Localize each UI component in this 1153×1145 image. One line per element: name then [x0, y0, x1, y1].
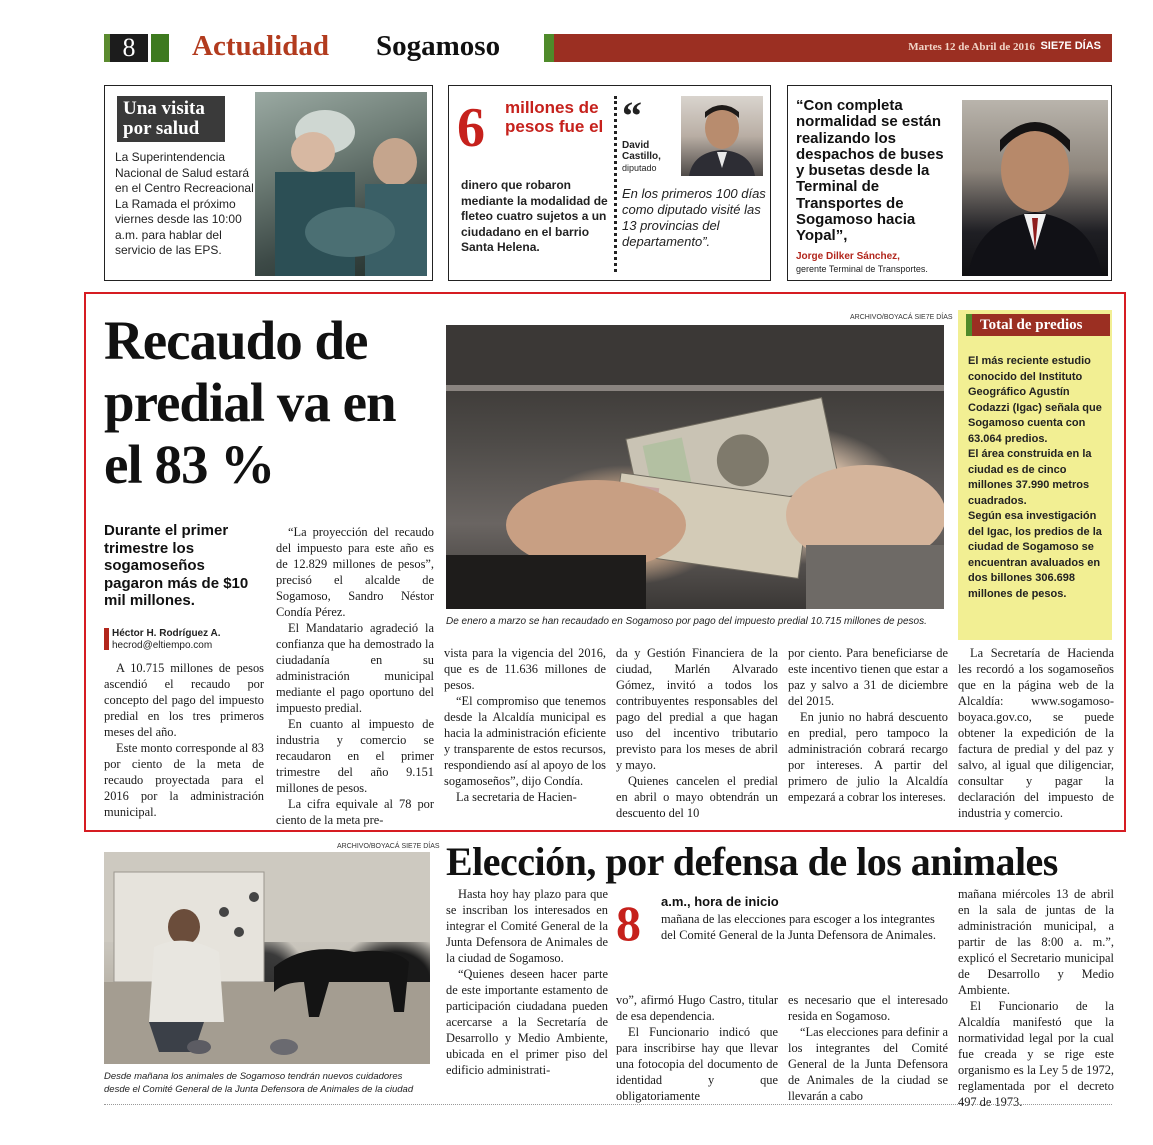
author-name: Héctor H. Rodríguez A.	[112, 628, 221, 639]
paragraph: “El compromiso que tenemos desde la Alcaldía municipal es hacia la administración eficiente y transparente de estos recursos, respondiendo así al apoyo de los sogamoseños”, dijo Condía.	[444, 694, 606, 788]
brief-headline: millones de pesos fue el	[505, 98, 604, 136]
sidebar-paragraph: Según esa investigación del Igac, los predios de la ciudad de Sogamoso se encuentran avaluados en dos billones 306.698 millones de pesos.	[968, 510, 1102, 600]
sidebar-title: Total de predios	[966, 314, 1110, 336]
header-brand: SIE7E DÍAS	[1040, 40, 1101, 52]
article-column-1	[446, 886, 608, 1078]
paragraph: vista para la vigencia del 2016, que es de 11.636 millones de pesos.	[444, 646, 606, 692]
sidebar-text	[968, 354, 1104, 602]
person-name: David Castillo,	[622, 140, 661, 162]
paragraph: La Secretaría de Hacienda les recordó a los sogamoseños que en la página web de la Alcaldía: www.sogamoso-boyaca.gov.co, se puede obtener la expedición de la factura de predial y del paz y salvo, al igual que diligenciar, consultar y pagar la declaración del impuesto de industria y comercio.	[958, 646, 1114, 820]
portrait-photo	[681, 96, 763, 176]
brief-box-terminal	[787, 85, 1112, 281]
dotted-divider	[614, 96, 617, 272]
paragraph: “Las elecciones para definir a los integrantes del Comité General de la Junta Defensora de Animales de la ciudad se llevarán a cabo	[788, 1025, 948, 1103]
author-email: hecrod@eltiempo.com	[112, 640, 213, 651]
highlight-number: 8	[616, 895, 641, 951]
person-role: gerente Terminal de Transportes.	[796, 264, 928, 274]
portrait-photo	[962, 100, 1108, 276]
author-marker	[104, 628, 109, 650]
sidebar-paragraph: El más reciente estudio conocido del Instituto Geográfico Agustín Codazzi (Igac) señala que Sogamoso cuenta con 63.064 predios.	[968, 355, 1102, 445]
brief-text: dinero que robaron mediante la modalidad de fleteo cuatro sujetos a un ciudadano en el barrio Santa Helena.	[461, 178, 608, 254]
article-column-4	[958, 886, 1114, 1110]
paragraph: El Funcionario indicó que para inscribirse hay que llevar una fotocopia del documento de identidad y que obligatoriamente	[616, 1025, 778, 1103]
photo-caption: Desde mañana los animales de Sogamoso tendrán nuevos cuidadores desde el Comité General de la Junta Defensora de Animales de la ciudad	[104, 1071, 414, 1095]
section-marker	[151, 34, 169, 62]
money-handover-photo	[446, 325, 944, 609]
section-subtitle: Sogamoso	[376, 30, 501, 62]
section-title: Actualidad	[192, 30, 329, 62]
paragraph: mañana miércoles 13 de abril en la sala de juntas de la administración municipal, a partir de las 8:00 a. m.”, explicó el Secretario municipal de Desarrollo y Medio Ambiente.	[958, 887, 1114, 997]
footer-divider	[104, 1104, 1112, 1105]
paragraph: Quienes cancelen el predial en abril o mayo obtendrán un descuento del 10	[616, 774, 778, 820]
brief-box-robbery	[448, 85, 771, 281]
paragraph: por ciento. Para beneficiarse de este incentivo tienen que estar a paz y salvo a 31 de diciembre del 2015.	[788, 646, 948, 708]
article-column-2	[616, 992, 778, 1104]
sidebar-paragraph: El área construida en la ciudad es de cinco millones 37.990 metros cuadrados.	[968, 448, 1092, 507]
quote-text: En los primeros 100 días como diputado visité las 13 provincias del departamento”.	[622, 186, 766, 249]
header-date: Martes 12 de Abril de 2016	[908, 41, 1035, 53]
article-column-2	[276, 524, 434, 828]
paragraph: El Funcionario de la Alcaldía manifestó que la normatividad legal por la cual fue creada y se rige este organismo es la Ley 5 de 1972, reglamentada por el decreto 497 de 1973.	[958, 999, 1114, 1109]
paragraph: es necesario que el interesado resida en Sogamoso.	[788, 993, 948, 1023]
person-role: diputado	[622, 163, 657, 173]
paragraph: La secretaria de Hacien-	[456, 790, 577, 804]
brief-title: Una visita por salud	[117, 96, 225, 142]
paragraph: En junio no habrá descuento en predial, pero tampoco la administración cobrará recargo por intereses. A partir del primero de julio la Alcaldía empezará a cobrar los intereses.	[788, 710, 948, 804]
paragraph: Este monto corresponde al 83 por ciento de la meta de recaudo proyectada para el 2016 por la administración municipal.	[104, 741, 264, 819]
paragraph: A 10.715 millones de pesos ascendió el recaudo por concepto del pago del impuesto predial en los tres primeros meses del año.	[104, 661, 264, 739]
brief-text: La Superintendencia Nacional de Salud estará en el Centro Recreacional La Ramada el próximo viernes desde las 10:00 a.m. para hablar del servicio de las EPS.	[115, 150, 254, 257]
article-deck: Durante el primer trimestre los sogamoseños pagaron más de $10 mil millones.	[104, 522, 249, 609]
paragraph: da y Gestión Financiera de la ciudad, Marlén Alvarado Gómez, invitó a todos los contribuyentes responsables del pago del predial a que hagan uso del incentivo tributario previsto para los meses de abril y mayo.	[616, 646, 778, 772]
quote-mark-icon: “	[622, 93, 642, 138]
person-name: Jorge Dilker Sánchez,	[796, 251, 900, 262]
paragraph: La cifra equivale al 78 por ciento de la meta pre-	[276, 797, 434, 827]
photo-credit: ARCHIVO/BOYACÁ SIE7E DÍAS	[337, 843, 440, 850]
article-column-6	[958, 645, 1114, 821]
article-headline: Elección, por defensa de los animales	[446, 839, 1058, 884]
page-number: 8	[104, 34, 148, 62]
paragraph: vo”, afirmó Hugo Castro, titular de esa dependencia.	[616, 993, 778, 1023]
article-column-1	[104, 660, 264, 820]
medical-staff-photo	[255, 92, 427, 276]
quote-text: “Con completa normalidad se están realizando los despachos de buses y busetas desde la Terminal de Transportes de Sogamoso hacia Yopal”,	[796, 97, 944, 245]
article-column-4	[616, 645, 778, 821]
highlight-title: a.m., hora de inicio	[661, 894, 779, 909]
paragraph: “Quienes deseen hacer parte de este importante estamento de participación ciudadana pueden acercarse a la Secretaría de Desarrollo y Medio Ambiente, ubicada en el primer piso del edificio administrati-	[446, 967, 608, 1077]
paragraph: “La proyección del recaudo del impuesto para este año es de 12.829 millones de pesos”, precisó el alcalde de Sogamoso, Sandro Néstor Condía Pérez.	[276, 525, 434, 619]
article-headline: Recaudo de predial va en el 83 %	[104, 310, 396, 495]
article-column-3	[444, 645, 606, 805]
dog-feeding-photo	[104, 852, 430, 1064]
article-column-3	[788, 992, 948, 1104]
article-column-5	[788, 645, 948, 805]
paragraph: En cuanto al impuesto de industria y comercio se recaudaron en el primer trimestre del año 9.151 millones de pesos.	[276, 717, 434, 795]
paragraph: Hasta hoy hay plazo para que se inscriban los interesados en integrar el Comité General de la Junta Defensora de Animales de la ciudad de Sogamoso.	[446, 887, 608, 965]
big-number: 6	[457, 97, 485, 159]
photo-credit: ARCHIVO/BOYACÁ SIE7E DÍAS	[850, 314, 953, 321]
highlight-text: mañana de las elecciones para escoger a los integrantes del Comité General de la Junta Defensora de Animales.	[661, 912, 936, 942]
paragraph: El Mandatario agradeció la confianza que ha demostrado la ciudadanía en su administración municipal mediante el pago oportuno del impuesto predial.	[276, 621, 434, 715]
brief-box-health	[104, 85, 433, 281]
photo-caption: De enero a marzo se han recaudado en Sogamoso por pago del impuesto predial 10.715 millones de pesos.	[446, 616, 927, 627]
